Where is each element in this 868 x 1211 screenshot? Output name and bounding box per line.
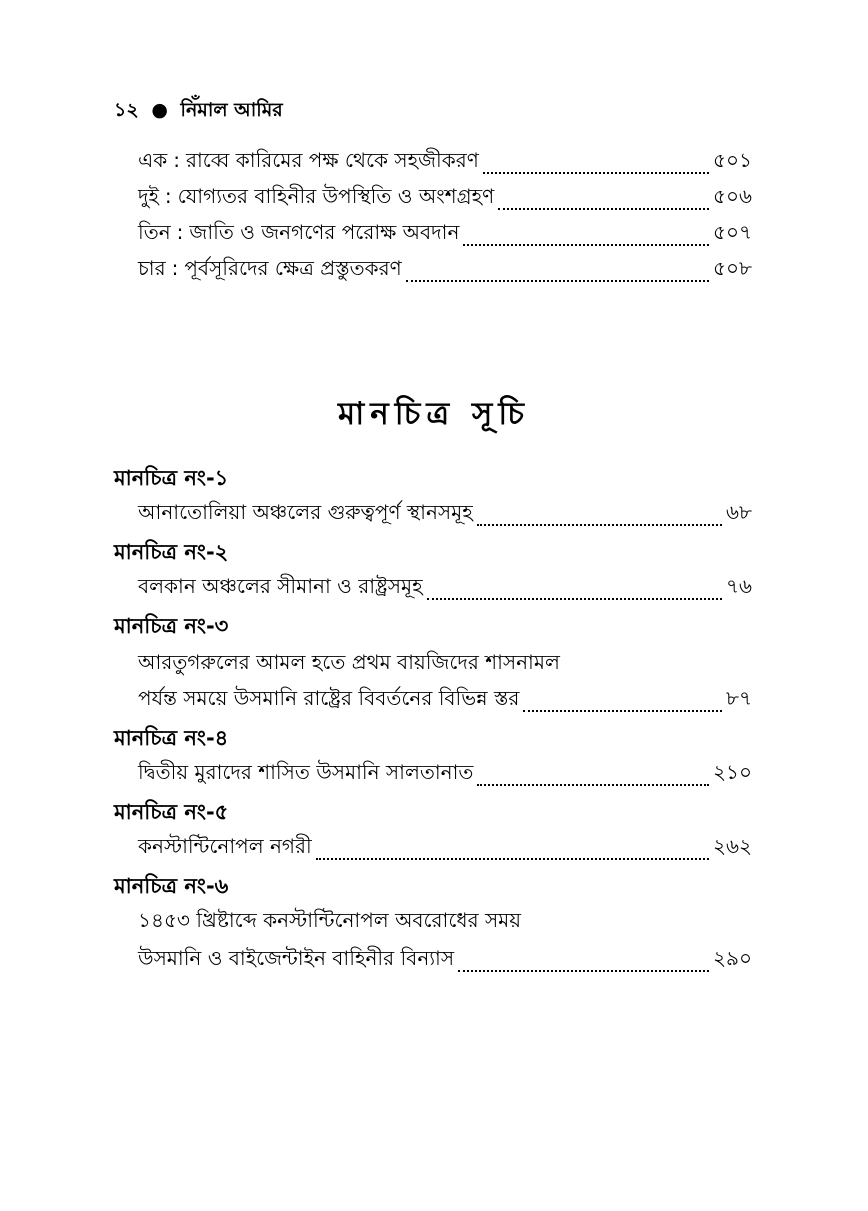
map-heading: মানচিত্র নং-৩: [114, 614, 229, 638]
map-heading: মানচিত্র নং-৬: [114, 874, 229, 898]
running-header: [114, 96, 283, 128]
toc-entry-separator: :: [173, 148, 180, 172]
toc-entry-label: তিন: [138, 220, 171, 244]
map-entry-page: ২১০: [713, 760, 752, 784]
map-entry-title: উসমানি ও বাইজেন্টাইন বাহিনীর বিন্যাস: [138, 946, 455, 970]
map-entry: [138, 944, 752, 977]
dot-leader: [523, 710, 722, 712]
map-entry-page: ৬৮: [726, 500, 752, 524]
map-entry-page: ৮৭: [726, 686, 752, 710]
map-heading: মানচিত্র নং-৫: [114, 800, 229, 824]
dot-leader: [458, 970, 709, 972]
map-entry-title: কনস্টান্টিনোপল নগরী: [138, 834, 312, 858]
map-heading: মানচিত্র নং-২: [114, 540, 229, 564]
map-entry-page: ২৯০: [713, 946, 752, 970]
toc-entry-separator: :: [164, 184, 172, 208]
toc-entry-label: দুই: [138, 184, 159, 208]
toc-entry-label: চার: [138, 256, 166, 280]
toc-entry-page: ৫০১: [713, 148, 752, 172]
map-heading: মানচিত্র নং-৪: [114, 726, 229, 750]
map-entry-line: ১৪৫৩ খ্রিষ্টাব্দে কনস্টান্টিনোপল অবরোধের সময়: [138, 908, 522, 932]
dot-leader: [427, 598, 722, 600]
bullet-icon: ●: [151, 99, 168, 121]
map-entry: [138, 832, 752, 865]
toc-entry-page: ৫০৭: [713, 220, 752, 244]
toc-entry-title: পূর্বসূরিদের ক্ষেত্র প্রস্তুতকরণ: [184, 256, 402, 280]
dot-leader: [477, 524, 722, 526]
dot-leader: [316, 858, 709, 860]
toc-entry: [138, 182, 752, 215]
toc-entry-label: এক: [138, 148, 168, 172]
dot-leader: [483, 172, 709, 174]
map-heading: মানচিত্র নং-১: [114, 466, 229, 490]
map-entry: [138, 498, 752, 531]
map-entry: [138, 572, 752, 605]
section-title: মানচিত্র সূচি: [338, 396, 530, 432]
toc-entry-title: জাতি ও জনগণের পরোক্ষ অবদান: [189, 220, 460, 244]
toc-entry: [138, 146, 752, 179]
map-entry-title: আনাতোলিয়া অঞ্চলের গুরুত্বপূর্ণ স্থানসমূহ: [138, 500, 473, 524]
toc-entry-title: রাব্বে কারিমের পক্ষ থেকে সহজীকরণ: [185, 148, 479, 172]
map-entry-title: পর্যন্ত সময়ে উসমানি রাষ্ট্রের বিবর্তনের বিভিন্ন স্তর: [138, 686, 520, 710]
map-entry-page: ২৬২: [712, 834, 752, 858]
dot-leader: [498, 208, 709, 210]
dot-leader: [477, 784, 709, 786]
book-title: নিঁমাল আমির: [180, 99, 283, 121]
map-entry: [138, 758, 752, 791]
map-entry-page: ৭৬: [725, 574, 752, 598]
toc-entry-title: যোগ্যতর বাহিনীর উপস্থিতি ও অংশগ্রহণ: [177, 184, 495, 208]
toc-entry-page: ৫০৮: [713, 256, 752, 280]
page-number: ১২: [114, 99, 139, 121]
toc-entry: [138, 254, 752, 287]
toc-entry: [138, 218, 752, 251]
dot-leader: [463, 244, 709, 246]
map-entry-line: আরতুগরুলের আমল হতে প্রথম বায়জিদের শাসনামল: [138, 650, 560, 674]
map-entry-title: দ্বিতীয় মুরাদের শাসিত উসমানি সালতানাত: [138, 760, 474, 784]
toc-entry-page: ৫০৬: [713, 184, 752, 208]
map-entry: [138, 684, 752, 717]
toc-entry-separator: :: [176, 220, 184, 244]
dot-leader: [406, 280, 709, 282]
map-entry-title: বলকান অঞ্চলের সীমানা ও রাষ্ট্রসমূহ: [138, 574, 423, 598]
toc-entry-separator: :: [171, 256, 179, 280]
